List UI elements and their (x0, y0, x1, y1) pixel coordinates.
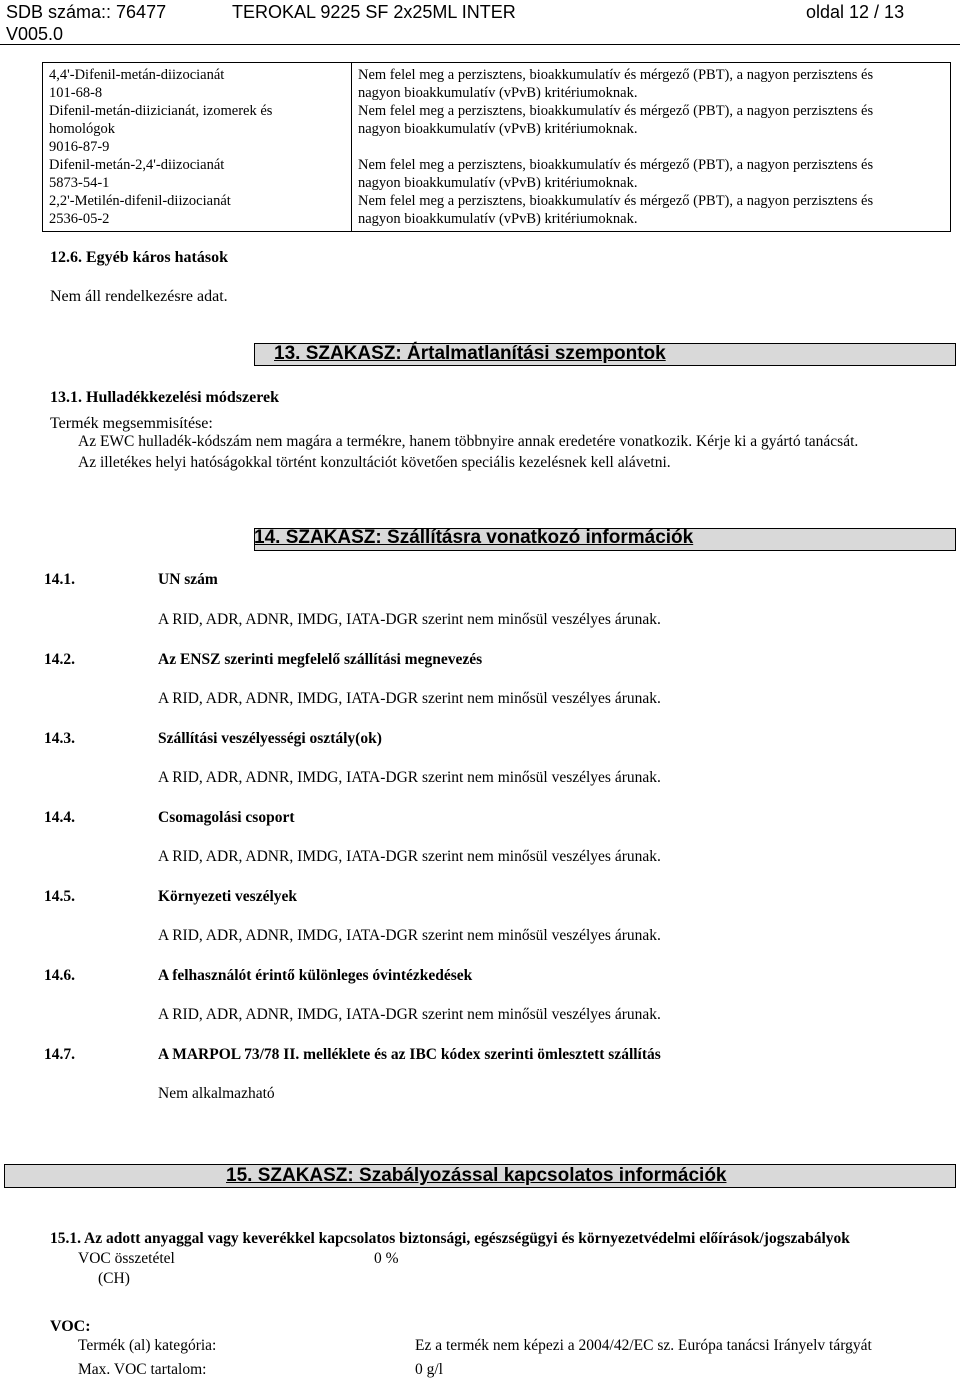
table-row (43, 63, 951, 232)
product-category-label: Termék (al) kategória: (78, 1337, 217, 1354)
substance-name: 4,4'-Difenil-metán-diizocianát (49, 67, 225, 83)
pbt-assessment: Nem felel meg a perzisztens, bioakkumulatív és mérgező (PBT), a nagyon perzisztens és (358, 193, 874, 209)
item-number: 14.5. (44, 888, 75, 905)
section-14-title: 14. SZAKASZ: Szállításra vonatkozó információk (254, 527, 694, 548)
pbt-assessment: Nem felel meg a perzisztens, bioakkumulatív és mérgező (PBT), a nagyon perzisztens és (358, 67, 874, 83)
cas-number: 101-68-8 (49, 85, 103, 101)
voc-composition-label: VOC összetétel (78, 1250, 175, 1267)
pbt-table (42, 62, 951, 232)
max-voc-label: Max. VOC tartalom: (78, 1361, 207, 1378)
item-text: A RID, ADR, ADNR, IMDG, IATA-DGR szerint nem minősül veszélyes árunak. (158, 611, 661, 628)
cas-number: 9016-87-9 (49, 139, 110, 155)
disposal-label: Termék megsemmisítése: (50, 415, 213, 432)
substance-name: homológok (49, 121, 116, 137)
substance-cell (43, 63, 352, 232)
item-number: 14.7. (44, 1046, 75, 1063)
product-name: TEROKAL 9225 SF 2x25ML INTER (232, 2, 516, 22)
item-text: Nem alkalmazható (158, 1085, 275, 1102)
sdb-number: SDB száma:: 76477 (6, 2, 167, 22)
pbt-assessment: nagyon bioakkumulatív (vPvB) kritériumoknak. (358, 85, 638, 101)
item-heading: Csomagolási csoport (158, 809, 295, 826)
cas-number: 5873-54-1 (49, 175, 110, 191)
version: V005.0 (6, 24, 64, 44)
disposal-text-1: Az EWC hulladék-kódszám nem magára a termékre, hanem többnyire annak eredetére vonatkozik. Kérje ki a gyártó tanácsát. (78, 433, 859, 450)
item-text: A RID, ADR, ADNR, IMDG, IATA-DGR szerint nem minősül veszélyes árunak. (158, 848, 661, 865)
max-voc-value: 0 g/l (415, 1361, 443, 1378)
item-text: A RID, ADR, ADNR, IMDG, IATA-DGR szerint nem minősül veszélyes árunak. (158, 1006, 661, 1023)
cas-number: 2536-05-2 (49, 211, 110, 227)
item-number: 14.1. (44, 571, 75, 588)
header-divider (0, 44, 960, 45)
substance-name: Difenil-metán-2,4'-diizocianát (49, 157, 225, 173)
section-12-6-text: Nem áll rendelkezésre adat. (50, 288, 228, 305)
section-15-1-heading: 15.1. Az adott anyaggal vagy keverékkel kapcsolatos biztonsági, egészségügyi és környezetvédelmi előírások/jogszabályok (50, 1230, 850, 1247)
item-text: A RID, ADR, ADNR, IMDG, IATA-DGR szerint nem minősül veszélyes árunak. (158, 690, 661, 707)
item-heading: Az ENSZ szerinti megfelelő szállítási megnevezés (158, 651, 483, 668)
item-number: 14.3. (44, 730, 75, 747)
item-heading: Szállítási veszélyességi osztály(ok) (158, 730, 382, 747)
item-text: A RID, ADR, ADNR, IMDG, IATA-DGR szerint nem minősül veszélyes árunak. (158, 769, 661, 786)
pbt-assessment: Nem felel meg a perzisztens, bioakkumulatív és mérgező (PBT), a nagyon perzisztens és (358, 103, 874, 119)
item-text: A RID, ADR, ADNR, IMDG, IATA-DGR szerint nem minősül veszélyes árunak. (158, 927, 661, 944)
item-number: 14.6. (44, 967, 75, 984)
item-heading: A MARPOL 73/78 II. melléklete és az IBC kódex szerinti ömlesztett szállítás (158, 1046, 661, 1063)
pbt-assessment: Nem felel meg a perzisztens, bioakkumulatív és mérgező (PBT), a nagyon perzisztens és (358, 157, 874, 173)
voc-composition-ch: (CH) (98, 1270, 130, 1287)
pbt-assessment: nagyon bioakkumulatív (vPvB) kritériumoknak. (358, 121, 638, 137)
item-heading: UN szám (158, 571, 218, 588)
section-13-title: 13. SZAKASZ: Ártalmatlanítási szempontok (274, 343, 666, 364)
item-heading: A felhasználót érintő különleges óvintézkedések (158, 967, 473, 984)
substance-name: 2,2'-Metilén-difenil-diizocianát (49, 193, 231, 209)
voc-heading: VOC: (50, 1318, 91, 1335)
disposal-text-2: Az illetékes helyi hatóságokkal történt konzultációt követően speciális kezelésnek kell alávetni. (78, 454, 671, 471)
product-category-value: Ez a termék nem képezi a 2004/42/EC sz. Európa tanácsi Irányelv tárgyát (415, 1337, 872, 1354)
assessment-cell (352, 63, 951, 232)
section-12-6-heading: 12.6. Egyéb káros hatások (50, 249, 228, 266)
page-number: oldal 12 / 13 (806, 2, 905, 22)
section-13-1-heading: 13.1. Hulladékkezelési módszerek (50, 389, 280, 406)
voc-composition-value: 0 % (374, 1250, 399, 1267)
section-15-title: 15. SZAKASZ: Szabályozással kapcsolatos információk (226, 1165, 727, 1186)
pbt-assessment: nagyon bioakkumulatív (vPvB) kritériumoknak. (358, 211, 638, 227)
substance-name: Difenil-metán-diizicianát, izomerek és (49, 103, 273, 119)
item-number: 14.2. (44, 651, 75, 668)
item-number: 14.4. (44, 809, 75, 826)
item-heading: Környezeti veszélyek (158, 888, 298, 905)
pbt-assessment: nagyon bioakkumulatív (vPvB) kritériumoknak. (358, 175, 638, 191)
